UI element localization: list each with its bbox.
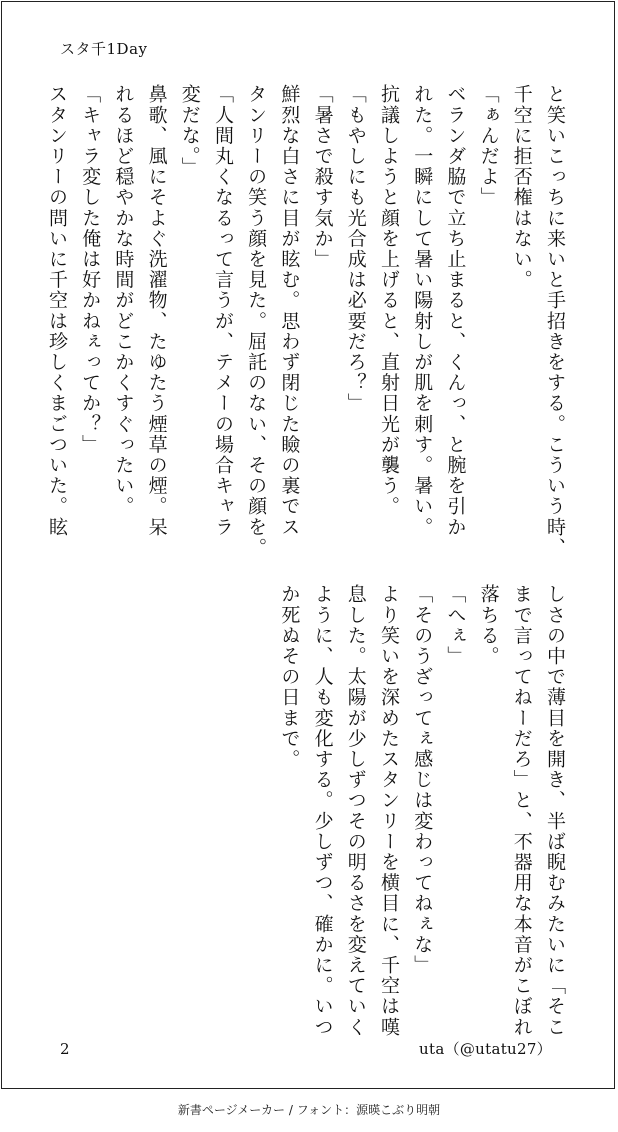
text-line: 「へぇ」 (444, 584, 467, 667)
text-line: 「キャラ変した俺は好かねぇってか？」 (79, 84, 102, 455)
text-line: 「ぁんだよ」 (477, 84, 500, 208)
header-title: スタ千1Day (60, 40, 148, 58)
text-line: 「人間丸くなるって言うが、テメーの場合キャラ (211, 84, 234, 538)
text-line: 変だな。」 (178, 84, 201, 178)
text-line: れるほど穏やかな時間がどこかくすぐったい。 (112, 84, 135, 517)
text-line: 抗議しようと顔を上げると、直射日光が襲う。 (377, 84, 400, 517)
text-line: スタンリーの問いに千空は珍しくまごついた。眩 (45, 84, 68, 538)
text-line: 息した。太陽が少しずつその明るさを変えていく (344, 584, 367, 1038)
page-frame (1, 1, 615, 1089)
body-text-top (45, 84, 571, 558)
text-line: 「そのうざってぇ感じは変わってねぇな」 (411, 584, 434, 976)
text-line: 鼻歌、風にそよぐ洗濯物、たゆたう煙草の煙。呆 (145, 84, 168, 538)
text-line: しさの中で薄目を開き、半ば睨むみたいに「そこ (544, 584, 566, 1038)
text-line: 鮮烈な白さに目が眩む。思わず閉じた瞼の裏でス (278, 84, 301, 538)
app-font-credit: 新書ページメーカー / フォント：源暎こぶり明朝 (177, 1103, 441, 1117)
text-line: れた。一瞬にして暑い陽射しが肌を刺す。暑い。 (411, 84, 434, 538)
text-line: ように、人も変化する。少しずつ、確かに。いつ (311, 584, 334, 1038)
text-line: タンリーの笑う顔を見た。屈託のない、その顔を。 (245, 84, 268, 558)
text-line: まで言ってねーだろ」と、不器用な本音がこぼれ (510, 584, 533, 1038)
body-text-bottom (278, 584, 571, 1038)
text-line: 落ちる。 (477, 584, 500, 667)
text-line: 「もやしにも光合成は必要だろ？」 (344, 84, 367, 414)
author-credit: uta（@utatu27） (419, 1040, 552, 1058)
page-number: 2 (60, 1040, 70, 1058)
text-line: 「暑さで殺す気か」 (311, 84, 334, 270)
text-line: か死ぬその日まで。 (278, 584, 301, 770)
text-line: より笑いを深めたスタンリーを横目に、千空は嘆 (377, 584, 400, 1038)
text-line: と笑いこっちに来いと手招きをする。こういう時、 (544, 84, 566, 558)
text-line: 千空に拒否権はない。 (510, 84, 533, 290)
text-line: ベランダ脇で立ち止まると、くんっ、と腕を引か (444, 84, 467, 538)
